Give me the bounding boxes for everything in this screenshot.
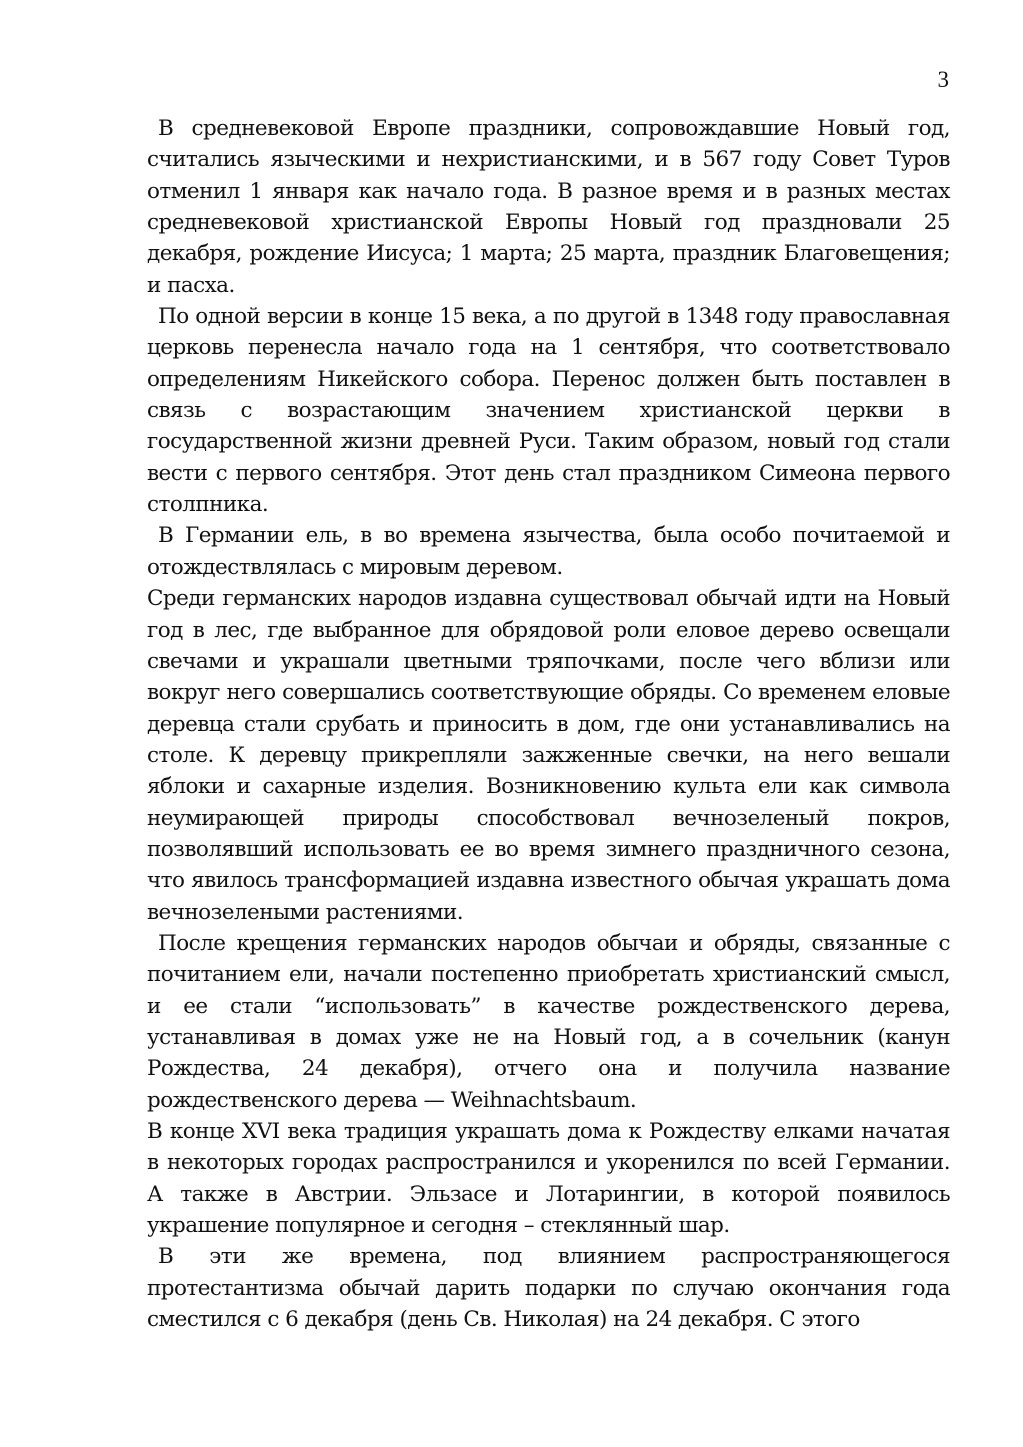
paragraph: В эти же времена, под влиянием распространяющегося протестантизма обычай дарить подарки по случаю окончания года сместился с 6 декабря (день Св. Николая) на 24 декабря. С этого	[147, 1244, 950, 1333]
paragraph: Среди германских народов издавна существовал обычай идти на Новый год в лес, где выбранное для обрядовой роли еловое дерево освещали свечами и украшали цветными тряпочками, после чего вблизи или вокруг него совершались соответствующие обряды. Со временем еловые деревца стали срубать и приносить в дом, где они устанавливались на столе. К деревцу прикрепляли зажженные свечки, на него вешали яблоки и сахарные изделия. Возникновению культа ели как символа неумирающей природы способствовал вечнозеленый покров, позволявший использовать ее во время зимнего праздничного сезона, что явилось трансформацией издавна известного обычая украшать дома вечнозелеными растениями.	[147, 586, 950, 925]
paragraph: После крещения германских народов обычаи и обряды, связанные с почитанием ели, начали постепенно приобретать христианский смысл, и ее стали “использовать” в качестве рождественского дерева, устанавливая в домах уже не на Новый год, а в сочельник (канун Рождества, 24 декабря), отчего она и получила название рождественского дерева — Weihnachtsbaum.	[147, 930, 950, 1113]
paragraph: По одной версии в конце 15 века, а по другой в 1348 году православная церковь перенесла начало года на 1 сентября, что соответствовало определениям Никейского собора. Перенос должен быть поставлен в связь с возрастающим значением христианской церкви в государственной жизни древней Руси. Таким образом, новый год стали вести с первого сентября. Этот день стал праздником Симеона первого столпника.	[147, 304, 950, 518]
page-number: 3	[937, 67, 949, 92]
body-text	[147, 113, 950, 1335]
paragraph: В конце XVI века традиция украшать дома к Рождеству елками начатая в некоторых городах распространился и укоренился по всей Германии. А также в Австрии. Эльзасе и Лотарингии, в которой появилось украшение популярное и сегодня – стеклянный шар.	[147, 1119, 950, 1239]
paragraph: В Германии ель, в во времена язычества, была особо почитаемой и отождествлялась с мировым деревом.	[147, 523, 950, 580]
paragraph: В средневековой Европе праздники, сопровождавшие Новый год, считались языческими и нехристианскими, и в 567 году Совет Туров отменил 1 января как начало года. В разное время и в разных местах средневековой христианской Европы Новый год праздновали 25 декабря, рождение Иисуса; 1 марта; 25 марта, праздник Благовещения; и пасха.	[147, 116, 950, 298]
